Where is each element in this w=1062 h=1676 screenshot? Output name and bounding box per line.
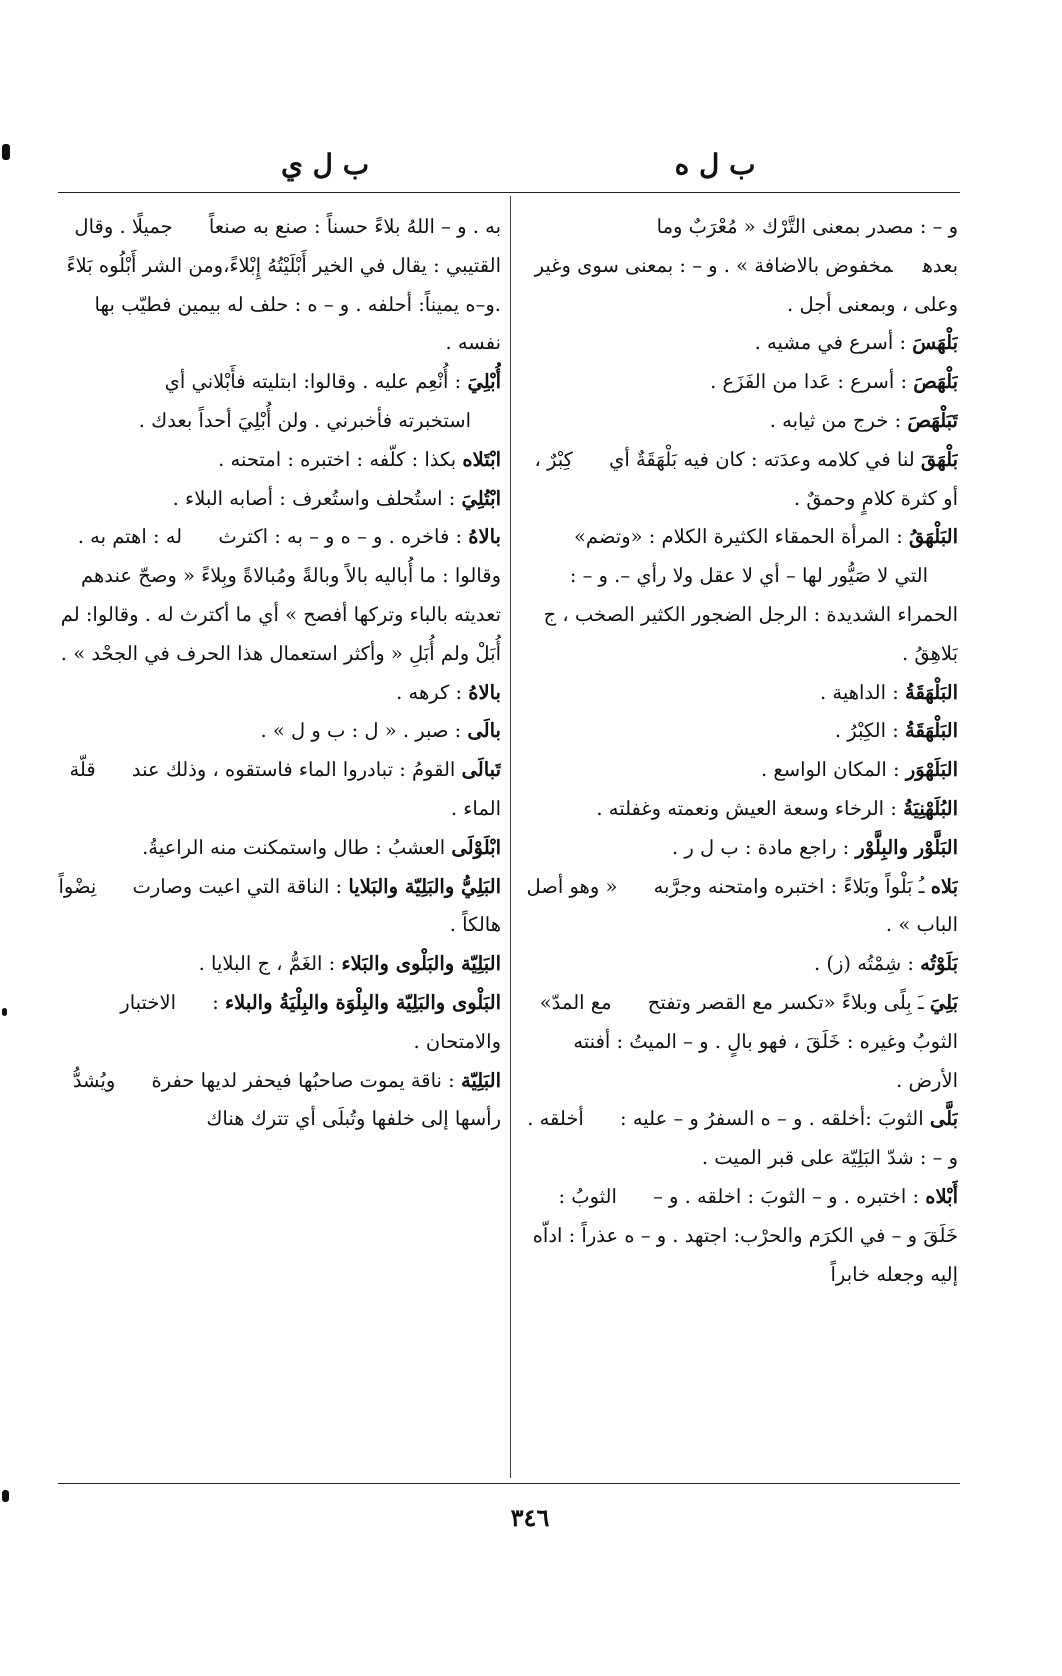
entry xyxy=(520,518,958,673)
top-rule xyxy=(58,192,960,193)
entry-headword: بَلْهَسَ xyxy=(912,331,958,355)
entry-text: : xyxy=(212,990,219,1014)
entry-text: : صبر . « ل : ب و ل » . xyxy=(260,719,462,743)
entry xyxy=(520,441,958,519)
entry-headword: البُلَهْنِيَةُ xyxy=(903,796,958,820)
entry xyxy=(58,363,501,441)
entry xyxy=(520,984,958,1100)
entry-headword: بَلِيَ xyxy=(929,990,958,1014)
entry-text: : شِمْتُه (ز) . xyxy=(814,952,914,976)
entry-text: : أسرع في مشيه . xyxy=(754,331,907,355)
entry xyxy=(520,674,958,713)
entry-continuation: مخفوض بالاضافة » . و – : بمعنى سوى وغير وعلى ، وبمعنى أجل . xyxy=(534,253,958,316)
entry xyxy=(58,480,501,519)
entry-text: ـُ بَلْواً وبَلاءً : اختبره وامتحنه وجرَّبه xyxy=(653,874,925,898)
entry-text: : أُنْعِم عليه . وقالوا: ابتليته فأَبْلاني أي xyxy=(164,370,462,394)
entry-text: : اختبره . و – الثوبَ : اخلقه . و – xyxy=(653,1184,920,1208)
entry-headword: بَلْهَقَ xyxy=(920,447,958,471)
entry-text: و – : مصدر بمعنى التَّرْك « مُعْرَبٌ وما بعده xyxy=(656,215,958,277)
entry-headword: البَلِيّة والبَلْوى والبَلاء xyxy=(341,952,501,976)
entry-continuation: قلّة الماء . xyxy=(69,758,501,820)
entry-continuation: الثوبُ : خَلَقَ و – في الكرَم والحرْب: اجتهد . و – ه عذراً : اداّه إليه وجعله خابراً xyxy=(532,1184,958,1286)
entry xyxy=(520,363,958,402)
entry-text: به . و – اللهُ بلاءً حسناً : صنع به صنعاً xyxy=(208,215,501,238)
entry xyxy=(520,1178,958,1294)
entry-continuation: التي لا صَيُّور لها – أي لا عقل ولا رأي –. و – : الحمراء الشديدة : الرجل الضجور الكثير الصخب ، ج بَلاهِقُ . xyxy=(543,564,958,665)
entry-text: بكذا : كلّفه : اختبره : امتحنه . xyxy=(218,447,457,471)
entry-headword: البَلَّوْر والبِلَّوْر xyxy=(855,835,958,859)
scan-mark xyxy=(2,1008,7,1016)
entry xyxy=(58,674,501,713)
scan-mark xyxy=(2,144,10,160)
entry-text: : راجع مادة : ب ل ر . xyxy=(671,835,850,859)
entry-headword: تَبَلْهَصَ xyxy=(907,408,958,432)
entry-headword: البَلْهَقَةُ xyxy=(904,719,958,743)
entry-continuation: نِضْواً هالكاً . xyxy=(58,874,501,937)
entry xyxy=(520,1100,958,1178)
entry-text: : فاخره . و – ه و – به : اكترث xyxy=(218,525,463,549)
entry-continuation: « وهو أصل الباب » . xyxy=(526,874,958,937)
entry-headword: بَلْهَصَ xyxy=(913,370,958,394)
entry-headword: البَلَهْوَر xyxy=(905,758,958,782)
entry xyxy=(58,751,501,829)
bottom-rule xyxy=(58,1483,960,1484)
entry-text: : استُحلف واستُعرف : أصابه البلاء . xyxy=(172,486,456,510)
entry xyxy=(58,868,501,946)
entry xyxy=(58,208,501,363)
entry-text: ـَ بِلًى وبلاءً «تكسر مع القصر وتفتح xyxy=(647,990,924,1014)
root-header-right: ب ل ه xyxy=(674,148,756,181)
entry-text: : المرأة الحمقاء الكثيرة الكلام : «وتضم» xyxy=(573,525,903,549)
entry-headword: أَبْلاه xyxy=(925,1184,958,1208)
entry-text: : ناقة يموت صاحبُها فيحفر لديها حفرة xyxy=(151,1068,455,1092)
entry-text: : كرهه . xyxy=(396,680,463,704)
entry-headword: البَلِيّة xyxy=(460,1068,501,1092)
entry xyxy=(58,712,501,751)
entry xyxy=(58,1062,501,1140)
entry-headword: البَلِيُّ والبَلِيّة والبَلايا xyxy=(348,874,501,898)
entry xyxy=(520,790,958,829)
entry-headword: بالاهُ xyxy=(468,680,501,704)
entry xyxy=(520,868,958,946)
entry-text: : الداهية . xyxy=(819,680,899,704)
entry xyxy=(58,829,501,868)
right-column xyxy=(520,208,958,1476)
entry-headword: ابْلَوْلَى xyxy=(451,835,501,859)
entry xyxy=(58,984,501,1062)
entry-continuation: مع المدّ» الثوبُ وغيره : خَلَقَ ، فهو بالٍ . و – الميتُ : أفنته الأرض . xyxy=(539,990,958,1092)
left-column xyxy=(58,208,501,1476)
scan-mark xyxy=(2,1490,9,1502)
entry xyxy=(58,518,501,673)
entry-headword: بَلَّى xyxy=(929,1107,958,1131)
entry-continuation: ويُشدُّ رأسها إلى خلفها وتُبلَى أي تترك هناك xyxy=(72,1068,501,1131)
entry-headword: أُبْلِيَ xyxy=(467,370,501,394)
entry xyxy=(58,441,501,480)
entry-text: : المكان الواسع . xyxy=(761,758,900,782)
entry-headword: بالاهُ xyxy=(468,525,501,549)
entry-text: : الناقة التي اعيت وصارت xyxy=(132,874,343,898)
entry-text: لنا في كلامه وعدَته : كان فيه بَلْهَقَةٌ أي xyxy=(609,447,915,471)
entry-text: : أسرع : عَدا من الفَزَع . xyxy=(710,370,908,394)
entry-text: : الرخاء وسعة العيش ونعمته وغفلته . xyxy=(596,796,897,820)
entry-continuation: أخلقه . و – : شدّ البَلِيّة على قبر الميت . xyxy=(527,1107,958,1170)
entry-headword: البَلْهَقَةُ xyxy=(904,680,958,704)
entry xyxy=(58,945,501,984)
entry xyxy=(520,945,958,984)
entry-continuation: الاختبار والامتحان . xyxy=(120,990,501,1053)
entry xyxy=(520,829,958,868)
entry-text: الثوبَ :أخلقه . و – ه السفرُ و – عليه : xyxy=(620,1107,924,1131)
entry-headword: البَلْوى والبَلِيّة والبِلْوَة والبِلْيَةُ والبلاء xyxy=(225,990,501,1014)
entry-headword: ابْتُلِيَ xyxy=(461,486,501,510)
entry-text: القومُ : تبادروا الماء فاستقوه ، وذلك عند xyxy=(131,758,456,782)
entry-text: : الكِبْرُ . xyxy=(834,719,899,743)
entry-continuation: له : اهتم به . وقالوا : ما أُباليه بالاً وبالةً ومُبالاةً وبِلاءً « وصحّ عندهم تعديته بالباء وتركها أفصح » أي ما أكترث له . وقالوا: لم أُبَلْ ولم أُبَلِ « وأكثر استعمال هذا الحرف في الجحْد » . xyxy=(60,525,501,665)
entry-text: : خرج من ثيابه . xyxy=(769,408,902,432)
entry-headword: بَلَوْتُه xyxy=(920,952,958,976)
entry-continuation: استخبرته فأخبرني . ولن أُبْلِيَ أحداً بعدك . xyxy=(138,408,471,432)
entry xyxy=(520,324,958,363)
entry-text: العشبُ : طال واستمكنت منه الراعيةُ. xyxy=(142,835,446,859)
entry xyxy=(520,402,958,441)
page-number: ٣٤٦ xyxy=(510,1503,550,1532)
entry xyxy=(520,208,958,324)
entry-headword: بَلاه xyxy=(930,874,958,898)
entry xyxy=(520,712,958,751)
column-divider xyxy=(510,196,511,1478)
entry-continuation: كِبْرٌ ، أو كثرة كلامٍ وحمقٌ . xyxy=(534,447,958,510)
entry-continuation: جميلًا . وقال القتيبي : يقال في الخير أَبْلَيْتُهُ إِبْلاءً،ومن الشر أَبْلُوه بَلاءً .و–ه يميناً: أحلفه . و – ه : حلف له بيمين فطيّب بها نفسه . xyxy=(66,215,501,355)
entry-headword: البَلْهَقُ xyxy=(909,525,958,549)
entry-headword: ابْتَلاه xyxy=(462,447,501,471)
entry xyxy=(520,751,958,790)
entry-text: : الغَمُّ ، ج البلايا . xyxy=(198,952,336,976)
root-header-left: ب ل ي xyxy=(280,148,370,181)
entry-headword: تَبالَى xyxy=(461,758,501,782)
entry-headword: بالَى xyxy=(467,719,501,743)
